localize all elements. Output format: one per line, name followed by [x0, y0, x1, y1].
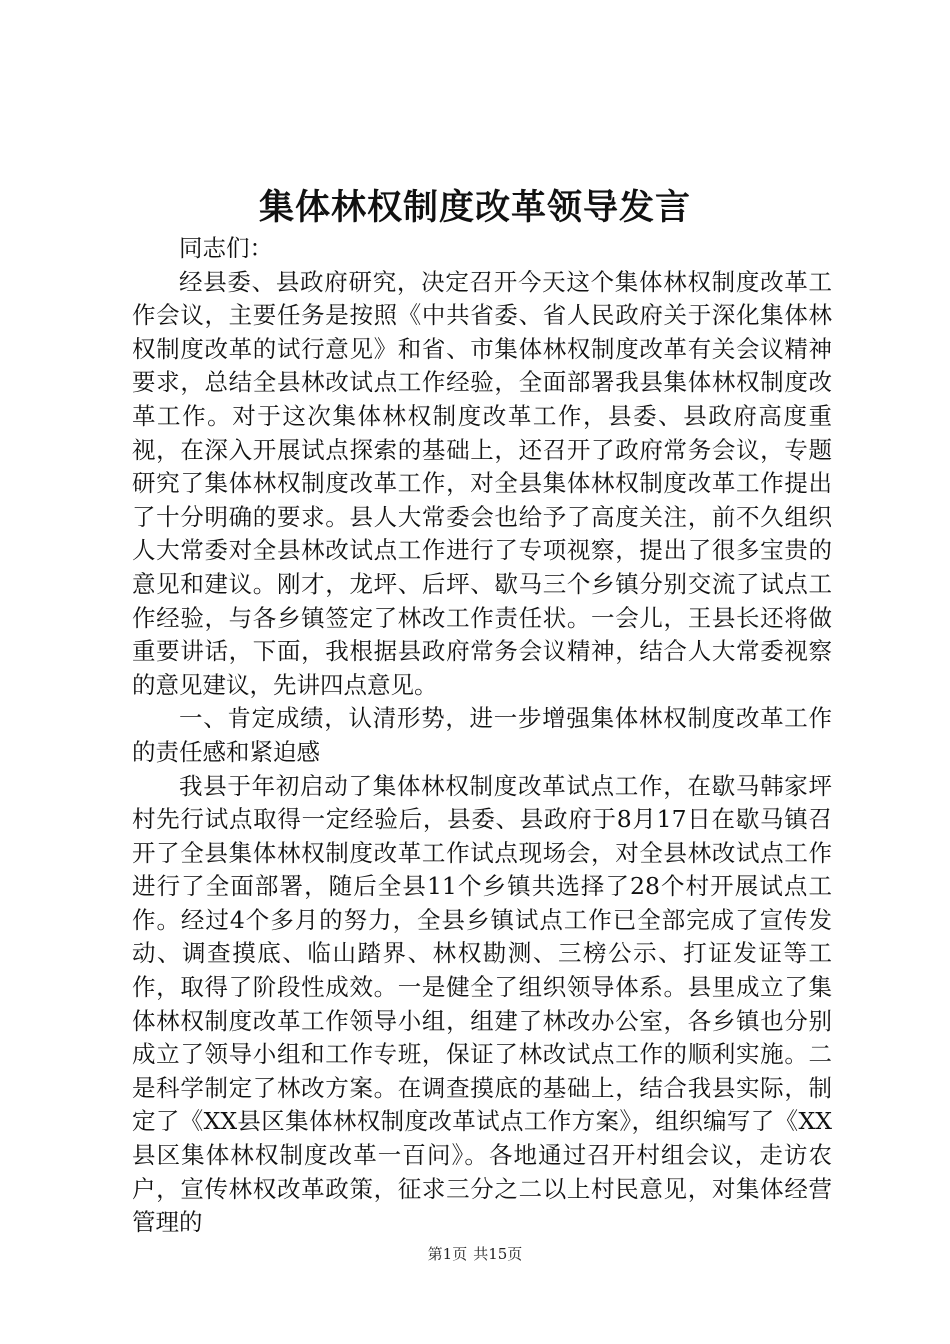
- salutation-paragraph: 同志们：: [179, 234, 273, 262]
- page-footer: [0, 1243, 950, 1265]
- section-heading: 一、肯定成绩，认清形势，进一步增强集体林权制度改革工作的责任感和紧迫感: [132, 704, 832, 766]
- document-title: 集体林权制度改革领导发言: [258, 187, 691, 228]
- document-body: [132, 232, 832, 1240]
- page-total: 共15页: [473, 1245, 523, 1263]
- body-paragraph: 经县委、县政府研究，决定召开今天这个集体林权制度改革工作会议，主要任务是按照《中共省委、省人民政府关于深化集体林权制度改革的试行意见》和省、市集体林权制度改革有关会议精神要求，总结全县林改试点工作经验，全面部署我县集体林权制度改革工作。对于这次集体林权制度改革工作，县委、县政府高度重视，在深入开展试点探索的基础上，还召开了政府常务会议，专题研究了集体林权制度改革工作，对全县集体林权制度改革工作提出了十分明确的要求。县人大常委会也给予了高度关注，前不久组织人大常委对全县林改试点工作进行了专项视察，提出了很多宝贵的意见和建议。刚才，龙坪、后坪、歇马三个乡镇分别交流了试点工作经验，与各乡镇签定了林改工作责任状。一会儿，王县长还将做重要讲话，下面，我根据县政府常务会议精神，结合人大常委视察的意见建议，先讲四点意见。: [132, 267, 832, 699]
- body-paragraph: 我县于年初启动了集体林权制度改革试点工作，在歇马韩家坪村先行试点取得一定经验后，县委、县政府于8月17日在歇马镇召开了全县集体林权制度改革工作试点现场会，对全县林改试点工作进行了全面部署，随后全县11个乡镇共选择了28个村开展试点工作。经过4个多月的努力，全县乡镇试点工作已全部完成了宣传发动、调查摸底、临山踏界、林权勘测、三榜公示、打证发证等工作，取得了阶段性成效。一是健全了组织领导体系。县里成立了集体林权制度改革工作领导小组，组建了林改办公室，各乡镇也分别成立了领导小组和工作专班，保证了林改试点工作的顺利实施。二是科学制定了林改方案。在调查摸底的基础上，结合我县实际，制定了《XX县区集体林权制度改革试点工作方案》，组织编写了《XX县区集体林权制度改革一百问》。各地通过召开村组会议，走访农户，宣传林权改革政策，征求三分之二以上村民意见，对集体经营管理的: [132, 771, 832, 1237]
- page-number: 第1页: [427, 1245, 468, 1263]
